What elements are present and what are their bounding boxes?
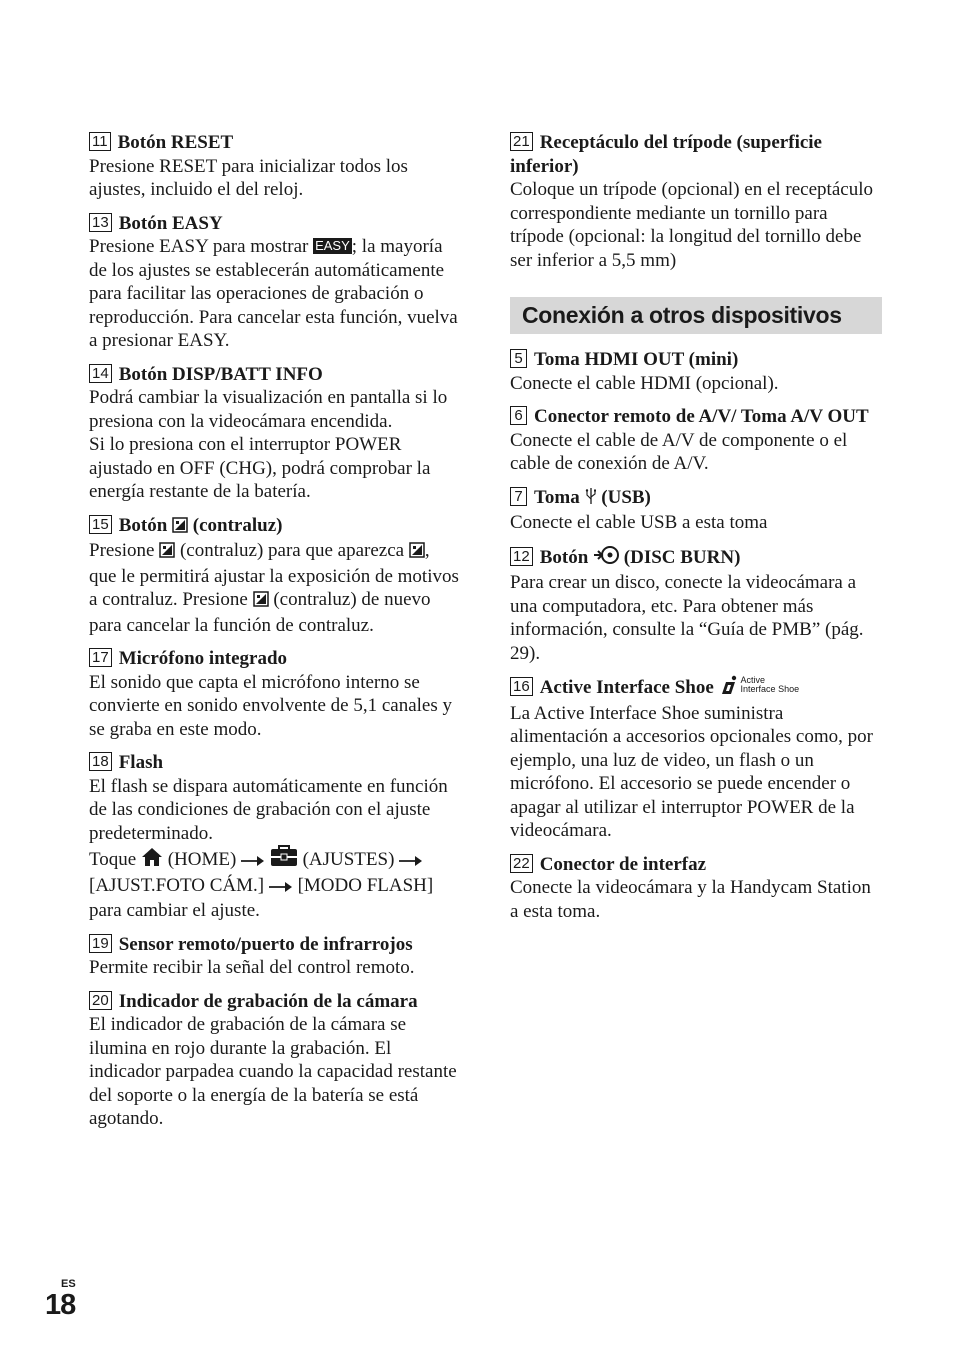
- left-column: [89, 131, 459, 1141]
- entry-title: 11 Botón RESET: [89, 131, 459, 155]
- entry-body: Si lo presiona con el interruptor POWER ajustado en OFF (CHG), podrá comprobar la energía restante de la batería.: [89, 434, 431, 502]
- entry-title: 16 Active Interface Shoe Active Interface Shoe: [510, 675, 882, 702]
- entry-body: Podrá cambiar la visualización en pantalla si lo presiona con la videocámara encendida.: [89, 387, 448, 432]
- entry-title: 6 Conector remoto de A/V/ Toma A/V OUT: [510, 405, 882, 429]
- arrow-right-icon: [399, 850, 423, 874]
- backlight-icon: [159, 541, 175, 565]
- entry-number: 13: [89, 213, 112, 232]
- language-code: ES: [61, 1278, 76, 1290]
- entry-body: El flash se dispara automáticamente en función de las condiciones de grabación con el ajuste predeterminado.: [89, 775, 448, 844]
- entry-body: La Active Interface Shoe suministra alimentación a accesorios opcionales como, por ejemplo, una luz de video, un flash o un micrófono. El accesorio se puede encender o apagar al utilizar el interruptor POWER de la videocámara.: [510, 702, 873, 841]
- active-interface-shoe-icon: [719, 675, 739, 702]
- entry-number: 19: [89, 934, 112, 953]
- entry-title: 7 Toma (USB): [510, 486, 882, 512]
- page-number: 18: [45, 1289, 76, 1321]
- entry-interface-connector: [510, 853, 882, 924]
- entry-body: Permite recibir la señal del control remoto.: [89, 957, 415, 978]
- entry-usb-jack: [510, 486, 882, 535]
- entry-number: 15: [89, 515, 112, 534]
- entry-body: Presione RESET para inicializar todos los ajustes, incluido el del reloj.: [89, 155, 408, 200]
- entry-number: 16: [510, 677, 533, 696]
- section-heading: Conexión a otros dispositivos: [510, 297, 882, 334]
- entry-body: Conecte el cable HDMI (opcional).: [510, 372, 779, 394]
- entry-title: 17 Micrófono integrado: [89, 647, 459, 671]
- arrow-right-icon: [241, 850, 265, 874]
- entry-backlight-button: [89, 514, 459, 638]
- toolbox-icon: [270, 845, 298, 874]
- right-column: [510, 131, 882, 933]
- entry-title: 5 Toma HDMI OUT (mini): [510, 348, 882, 372]
- entry-number: 18: [89, 752, 112, 771]
- backlight-icon: [253, 590, 269, 614]
- entry-number: 21: [510, 132, 533, 151]
- entry-body: Conecte el cable USB a esta toma: [510, 512, 768, 533]
- entry-number: 11: [89, 132, 111, 151]
- backlight-icon: [409, 541, 425, 565]
- arrow-right-icon: [269, 876, 293, 900]
- entry-easy-button: [89, 212, 459, 353]
- entry-body: El indicador de grabación de la cámara se ilumina en rojo durante la grabación. El indicador parpadea cuando la capacidad restante del soporte o la energía de la batería se está agotando.: [89, 1014, 457, 1129]
- entry-title: 13 Botón EASY: [89, 212, 459, 236]
- page-footer: [45, 1278, 76, 1321]
- entry-remote-sensor: [89, 933, 459, 980]
- entry-title: 21 Receptáculo del trípode (superficie inferior): [510, 132, 822, 177]
- entry-body: Toque (HOME) (AJUSTES) [AJUST.FOTO CÁM.] [MODO FLASH] para cambiar el ajuste.: [89, 845, 459, 923]
- entry-number: 7: [510, 487, 527, 506]
- entry-body: El sonido que capta el micrófono interno se convierte en sonido envolvente de 5,1 canales y se graba en este modo.: [89, 671, 452, 740]
- disc-burn-icon: [593, 545, 619, 572]
- entry-flash: [89, 751, 459, 923]
- entry-av-remote-connector: [510, 405, 882, 476]
- usb-icon: [585, 487, 597, 512]
- entry-title: 12 Botón (DISC BURN): [510, 545, 882, 572]
- entry-camera-recording-lamp: [89, 990, 459, 1131]
- entry-title: 19 Sensor remoto/puerto de infrarrojos: [89, 933, 459, 957]
- entry-body: Para crear un disco, conecte la videocámara a una computadora, etc. Para obtener más información, consulte la “Guía de PMB” (pág. 29).: [510, 572, 864, 664]
- entry-reset-button: [89, 131, 459, 202]
- entry-built-in-microphone: [89, 647, 459, 741]
- entry-disp-batt-info: [89, 363, 459, 504]
- entry-number: 17: [89, 648, 112, 667]
- entry-title: 14 Botón DISP/BATT INFO: [89, 363, 459, 387]
- entry-number: 22: [510, 854, 533, 873]
- entry-number: 14: [89, 364, 112, 383]
- backlight-icon: [172, 516, 188, 540]
- home-icon: [141, 847, 163, 874]
- entry-body: Presione EASY para mostrar EASY ; la mayoría de los ajustes se establecerán automáticamente para facilitar las operaciones de grabación o reproducción. Para cancelar esta función, vuelva a presionar EASY.: [89, 236, 458, 351]
- entry-title: 15 Botón (contraluz): [89, 514, 459, 540]
- entry-hdmi-out: [510, 348, 882, 395]
- entry-title: 20 Indicador de grabación de la cámara: [89, 990, 459, 1014]
- entry-number: 12: [510, 547, 533, 566]
- entry-title: 18 Flash: [89, 751, 459, 775]
- entry-title: 22 Conector de interfaz: [510, 853, 882, 877]
- entry-active-interface-shoe: [510, 675, 882, 843]
- easy-badge: EASY: [315, 238, 350, 253]
- entry-number: 20: [89, 991, 112, 1010]
- active-interface-shoe-label: Active Interface Shoe: [740, 675, 800, 694]
- entry-body: Presione (contraluz) para que aparezca , que le permitirá ajustar la exposición de motivos a contraluz. Presione (contraluz) de nuevo para cancelar la función de contraluz.: [89, 540, 459, 636]
- entry-body: Conecte el cable de A/V de componente o el cable de conexión de A/V.: [510, 429, 848, 474]
- entry-body: Conecte la videocámara y la Handycam Station a esta toma.: [510, 877, 871, 922]
- entry-number: 6: [510, 406, 527, 425]
- entry-body: Coloque un trípode (opcional) en el receptáculo correspondiente mediante un tornillo para trípode (opcional: la longitud del tornillo debe ser inferior a 5,5 mm): [510, 179, 873, 271]
- entry-number: 5: [510, 349, 527, 368]
- entry-tripod-receptacle: [510, 131, 882, 272]
- entry-disc-burn-button: [510, 545, 882, 666]
